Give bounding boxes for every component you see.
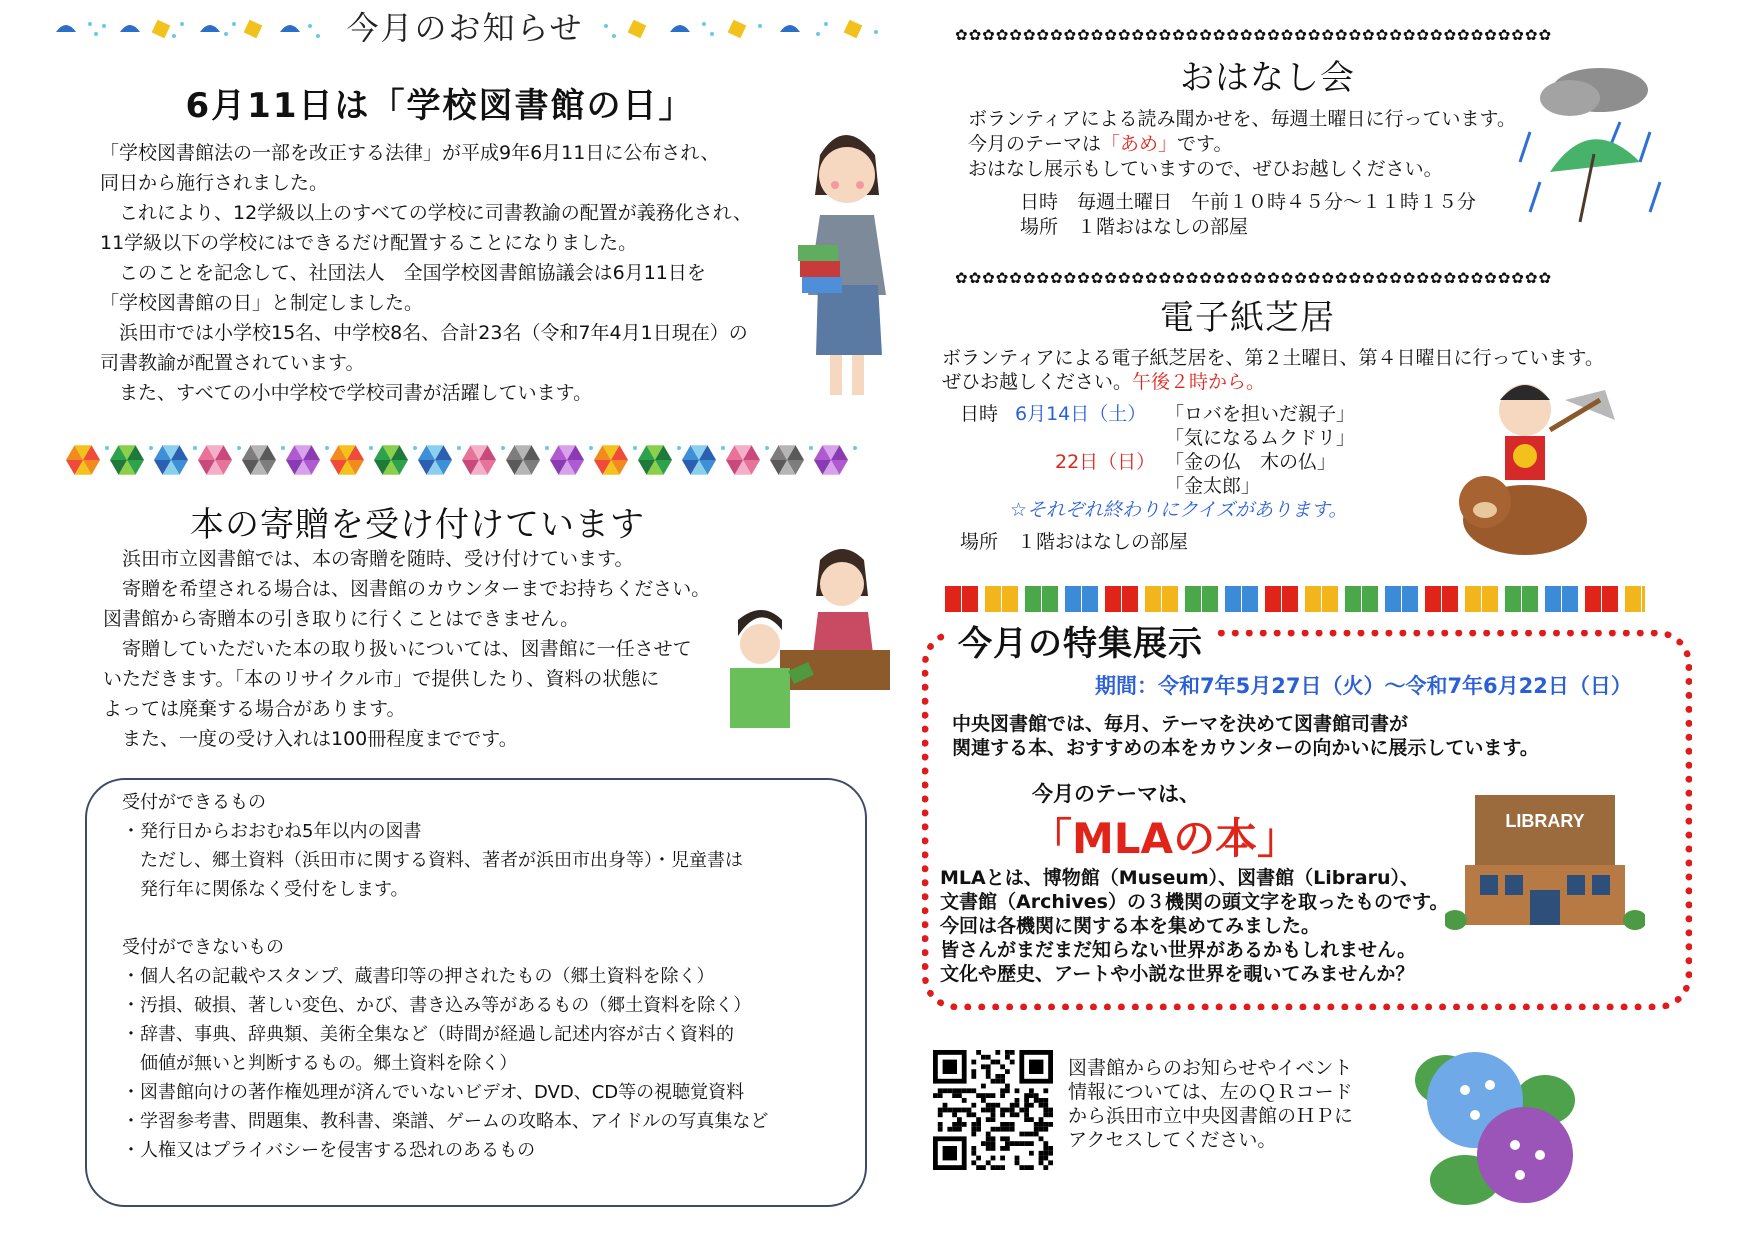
body-line: ボランティアによる読み聞かせを、毎週土曜日に行っています。	[968, 108, 1516, 130]
school-library-day-title: 6月11日は「学校図書館の日」	[185, 86, 695, 126]
raindrop-icon	[765, 446, 769, 450]
date-two: 22日（日）	[1055, 451, 1156, 473]
quiz-note: ☆それぞれ終わりにクイズがあります。	[1010, 499, 1348, 521]
library-counter-illustration	[720, 540, 890, 730]
hydrangea-illustration	[1405, 1040, 1580, 1210]
open-book-icon	[945, 586, 978, 612]
raindrop-icon	[721, 446, 725, 450]
hexagon-icon	[726, 445, 760, 474]
open-book-icon	[1625, 586, 1645, 612]
hexagon-icon	[638, 445, 672, 474]
open-book-icon	[1505, 586, 1538, 612]
open-book-icon	[1545, 586, 1578, 612]
theme-line	[968, 132, 1528, 157]
hexagon-icon	[154, 445, 188, 474]
body-line: 11学級以下の学校にはできるだけ配置することになりました。	[100, 232, 638, 254]
header-decoration-right	[600, 12, 890, 48]
storytime-where: 場所 １階おはなしの部屋	[1020, 216, 1249, 238]
feature-theme-lead: 今月のテーマは、	[1032, 782, 1200, 806]
school-library-day-body	[100, 138, 800, 408]
story-title: 「金の仏 木の仏」	[1165, 451, 1337, 473]
hexagon-icon	[330, 445, 364, 474]
rejected-item: ・図書館向けの著作権処理が済んでいないビデオ、DVD、CD等の視聴覚資料	[122, 1082, 745, 1103]
body-line: 「学校図書館法の一部を改正する法律」が平成9年6月11日に公布され、	[100, 142, 720, 164]
hexagon-icon	[770, 445, 804, 474]
feature-title: 今月の特集展示	[950, 616, 1211, 665]
rejected-item: ・個人名の記載やスタンプ、蔵書印等の押されたもの（郷土資料を除く）	[122, 966, 715, 987]
umbrella-rain-illustration	[1510, 62, 1670, 237]
feature-intro-line: 中央図書館では、毎月、テーマを決めて図書館司書が	[952, 713, 1409, 735]
feature-desc-line: 文書館（Archives）の３機関の頭文字を取ったものです。	[940, 891, 1449, 913]
raindrop-icon	[149, 446, 153, 450]
feature-desc-line: 文化や歴史、アートや小説な世界を覗いてみませんか？	[940, 963, 1415, 985]
feature-desc-line: MLAとは、博物館（Museum）、図書館（Libraru）、	[940, 867, 1419, 889]
theme-value: 「あめ」	[1101, 133, 1178, 155]
body-line: 「学校図書館の日」と制定しました。	[100, 292, 424, 314]
body-line: 司書教諭が配置されています。	[100, 352, 365, 374]
flower-divider: ✿✿✿✿✿✿✿✿✿✿✿✿✿✿✿✿✿✿✿✿✿✿✿✿✿✿✿✿✿✿✿✿✿✿✿✿✿✿✿✿✿✿✿✿	[955, 28, 1553, 42]
open-book-icon	[1065, 586, 1098, 612]
hexagon-icon	[374, 445, 408, 474]
acceptance-criteria-content	[122, 788, 862, 1165]
library-sign: LIBRARY	[1505, 811, 1585, 831]
librarian-illustration	[790, 115, 900, 405]
date-label: 日時	[960, 403, 999, 425]
footer-line: から浜田市立中央図書館のＨＰに	[1068, 1105, 1354, 1127]
raindrop-icon	[545, 446, 549, 450]
raindrop-icon	[193, 446, 197, 450]
library-building-illustration	[1445, 785, 1645, 935]
theme-prefix: 今月のテーマは	[968, 133, 1102, 155]
hexagon-icon	[242, 445, 276, 474]
open-book-icon	[1465, 586, 1498, 612]
body-line: おはなし展示もしていますので、ぜひお越しください。	[968, 158, 1443, 180]
accepted-item: 発行年に関係なく受付をします。	[122, 879, 409, 900]
hexagon-icon	[286, 445, 320, 474]
rejected-item: ・辞書、事典、辞典類、美術全集など（時間が経過し記述内容が古く資料的	[122, 1024, 734, 1045]
storytime-body	[968, 107, 1528, 240]
open-book-icon	[1225, 586, 1258, 612]
feature-theme: 「MLAの本」	[1030, 814, 1300, 863]
body-line: 寄贈を希望される場合は、図書館のカウンターまでお持ちください。	[103, 578, 711, 600]
raindrop-icon	[413, 446, 417, 450]
raindrop-icon	[633, 446, 637, 450]
hexagon-icon	[594, 445, 628, 474]
footer-line: アクセスしてください。	[1068, 1129, 1277, 1151]
body-line: 同日から施行されました。	[100, 172, 329, 194]
open-book-icon	[1385, 586, 1418, 612]
body-line: 寄贈していただいた本の取り扱いについては、図書館に一任させて	[103, 638, 692, 660]
raindrop-icon	[677, 446, 681, 450]
hexagon-icon	[110, 445, 144, 474]
open-book-icon	[985, 586, 1018, 612]
feature-desc-line: 今回は各機関に関する本を集めてみました。	[940, 915, 1321, 937]
feature-intro-line: 関連する本、おすすめの本をカウンターの向かいに展示しています。	[952, 737, 1539, 759]
umbrella-rain-icon-row	[600, 12, 890, 48]
footer-line: 情報については、左のＱＲコード	[1068, 1081, 1353, 1103]
kamishibai-time: 午後２時から。	[1132, 371, 1266, 393]
body-line: いただきます。「本のリサイクル市」で提供したり、資料の状態に	[103, 668, 660, 690]
body-line: 浜田市では小学校15名、中学校8名、合計23名（令和7年4月1日現在）の	[100, 322, 748, 344]
hexagon-icon	[66, 445, 100, 474]
feature-period: 期間：令和7年5月27日（火）～令和7年6月22日（日）	[1095, 674, 1632, 698]
hexagon-divider	[65, 438, 895, 482]
feature-intro	[952, 712, 1539, 760]
flower-divider: ✿✿✿✿✿✿✿✿✿✿✿✿✿✿✿✿✿✿✿✿✿✿✿✿✿✿✿✿✿✿✿✿✿✿✿✿✿✿✿✿✿✿✿✿	[955, 271, 1553, 285]
raindrop-icon	[501, 446, 505, 450]
theme-suffix: です。	[1177, 133, 1233, 155]
open-book-icon	[1345, 586, 1378, 612]
hexagon-icon	[814, 445, 848, 474]
rejected-heading: 受付ができないもの	[122, 937, 284, 958]
hexagon-icon	[550, 445, 584, 474]
hexagon-icon	[418, 445, 452, 474]
storytime-title: おはなし会	[1180, 58, 1355, 98]
story-title: 「ロバを担いだ親子」	[1165, 403, 1356, 425]
raindrop-icon	[457, 446, 461, 450]
book-divider	[945, 582, 1645, 616]
body-line: また、すべての小中学校で学校司書が活躍しています。	[100, 382, 593, 404]
rejected-item: ・人権又はプライバシーを侵害する恐れのあるもの	[122, 1140, 536, 1161]
header-title: 今月のお知らせ	[346, 9, 584, 47]
kamishibai-invite: ぜひお越しください。	[942, 371, 1133, 393]
open-book-icon	[1265, 586, 1298, 612]
raindrop-icon	[369, 446, 373, 450]
rejected-item: 価値が無いと判断するもの。郷土資料を除く）	[122, 1053, 518, 1074]
kamishibai-schedule	[960, 402, 1480, 554]
open-book-icon	[1305, 586, 1338, 612]
raindrop-icon	[281, 446, 285, 450]
kintaro-illustration	[1450, 370, 1630, 565]
body-line: ボランティアによる電子紙芝居を、第２土曜日、第４日曜日に行っています。	[942, 347, 1604, 369]
hexagon-icon	[506, 445, 540, 474]
body-line: このことを記念して、社団法人 全国学校図書館協議会は6月11日を	[100, 262, 706, 284]
umbrella-rain-icon-row	[50, 12, 330, 48]
donation-body	[103, 544, 743, 754]
hexagon-icon	[682, 445, 716, 474]
open-book-icon	[1105, 586, 1138, 612]
feature-desc-line: 皆さんがまだまだ知らない世界があるかもしれません。	[940, 939, 1417, 961]
rejected-item: ・汚損、破損、著しい変色、かび、書き込み等があるもの（郷土資料を除く）	[122, 995, 752, 1016]
raindrop-icon	[589, 446, 593, 450]
footer-text	[1068, 1056, 1353, 1152]
open-book-icon	[1185, 586, 1218, 612]
kamishibai-place: 場所 １階おはなしの部屋	[960, 531, 1189, 553]
accepted-item: ただし、郷土資料（浜田市に関する資料、著者が浜田市出身等）・児童書は	[122, 850, 743, 871]
body-line: これにより、12学級以上のすべての学校に司書教諭の配置が義務化され、	[100, 202, 752, 224]
header-decoration-left	[50, 12, 330, 48]
accepted-heading: 受付ができるもの	[122, 792, 266, 813]
rejected-item: ・学習参考書、問題集、教科書、楽譜、ゲームの攻略本、アイドルの写真集など	[122, 1111, 769, 1132]
footer-line: 図書館からのお知らせやイベント	[1068, 1057, 1353, 1079]
raindrop-icon	[105, 446, 109, 450]
accepted-item: ・発行日からおおむね5年以内の図書	[122, 821, 422, 842]
open-book-icon	[1145, 586, 1178, 612]
date-one: 6月14日（土）	[1015, 403, 1147, 425]
story-title: 「金太郎」	[1165, 475, 1261, 497]
qr-code-icon[interactable]	[933, 1050, 1053, 1170]
feature-description	[940, 866, 1448, 986]
raindrop-icon	[853, 446, 857, 450]
open-book-icon	[1425, 586, 1458, 612]
open-book-icon	[1025, 586, 1058, 612]
donation-title: 本の寄贈を受け付けています	[190, 505, 645, 545]
body-line: 浜田市立図書館では、本の寄贈を随時、受け付けています。	[103, 548, 634, 570]
body-line: よっては廃棄する場合があります。	[103, 698, 406, 720]
body-line: また、一度の受け入れは100冊程度までです。	[103, 728, 518, 750]
raindrop-icon	[237, 446, 241, 450]
hexagon-icon	[462, 445, 496, 474]
storytime-when: 日時 毎週土曜日 午前１０時４５分～１１時１５分	[1020, 191, 1477, 213]
body-line: 図書館から寄贈本の引き取りに行くことはできません。	[103, 608, 580, 630]
kamishibai-title: 電子紙芝居	[1160, 298, 1335, 338]
hexagon-icon	[198, 445, 232, 474]
raindrop-icon	[325, 446, 329, 450]
raindrop-icon	[809, 446, 813, 450]
story-title: 「気になるムクドリ」	[1165, 427, 1356, 449]
open-book-icon	[1585, 586, 1618, 612]
